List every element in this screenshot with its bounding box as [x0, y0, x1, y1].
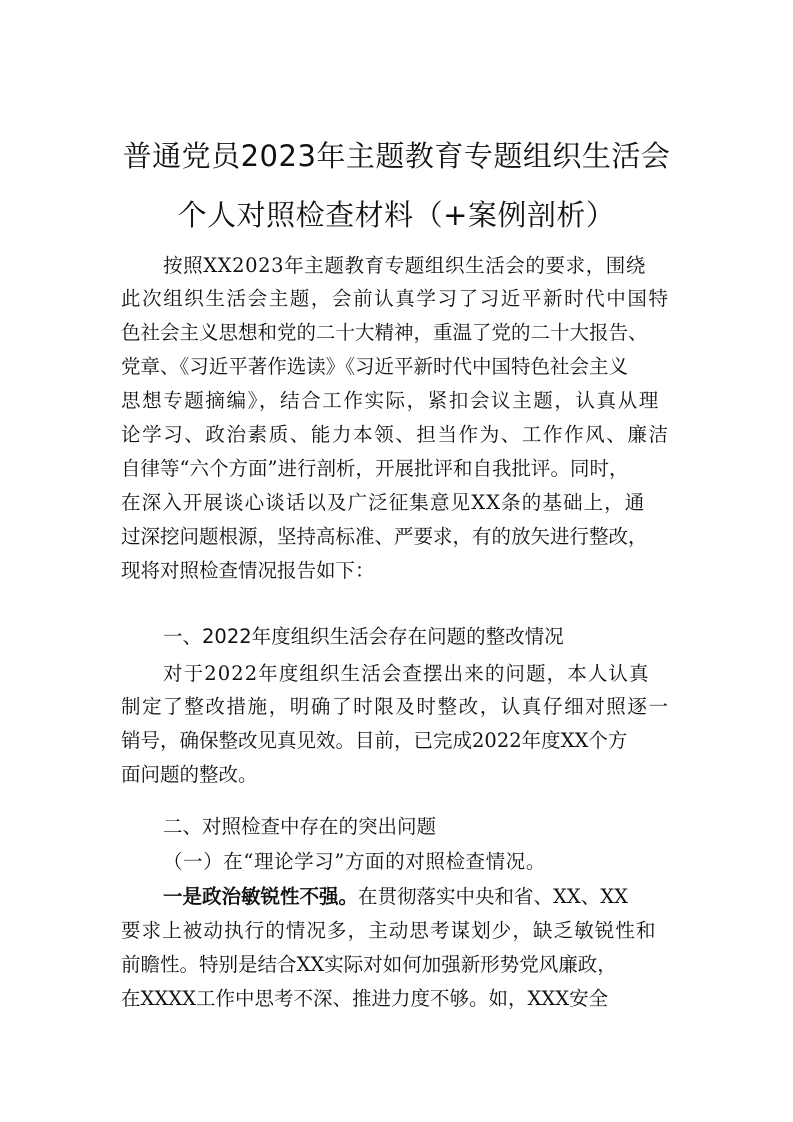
section-2-heading: 二、对照检查中存在的突出问题 — [163, 815, 437, 838]
point-1-paragraph-line: 前瞻性。特别是结合XX实际对如何加强新形势党风廉政， — [121, 953, 617, 976]
intro-paragraph-line: 思想专题摘编》，结合工作实际，紧扣会议主题，认真从理 — [121, 389, 660, 412]
intro-paragraph-line: 此次组织生活会主题，会前认真学习了习近平新时代中国特 — [121, 287, 670, 310]
intro-paragraph-line: 按照XX2023年主题教育专题组织生活会的要求，围绕 — [163, 254, 646, 277]
point-1-first-line — [163, 882, 793, 912]
section-1-paragraph-line: 销号，确保整改见真见效。目前，已完成2022年度XX个方 — [121, 729, 628, 752]
intro-paragraph-line: 在深入开展谈心谈话以及广泛征集意见XX条的基础上，通 — [121, 491, 646, 514]
point-1-paragraph-line: 在XXXX工作中思考不深、推进力度不够。如，XXX安全 — [121, 987, 609, 1010]
intro-paragraph-line: 论学习、政治素质、能力本领、担当作为、工作作风、廉洁 — [121, 423, 670, 446]
point-1-paragraph-line: 要求上被动执行的情况多，主动思考谋划少，缺乏敏锐性和 — [121, 919, 657, 942]
intro-paragraph-line: 现将对照检查情况报告如下： — [121, 559, 375, 582]
subsection-1-heading: （一）在“理论学习”方面的对照检查情况。 — [163, 850, 546, 873]
document-title-line-2: 个人对照检查材料（+案例剖析） — [177, 198, 616, 232]
intro-paragraph-line: 色社会主义思想和党的二十大精神，重温了党的二十大报告、 — [121, 321, 648, 344]
intro-paragraph-line: 自律等“六个方面”进行剖析，开展批评和自我批评。同时， — [121, 457, 629, 480]
section-1-paragraph-line: 面问题的整改。 — [121, 763, 258, 786]
intro-paragraph-line: 过深挖问题根源，坚持高标准、严要求，有的放矢进行整改， — [121, 525, 648, 548]
point-1-lead: 一是政治敏锐性不强。 — [163, 885, 359, 908]
document-title-line-1: 普通党员2023年主题教育专题组织生活会 — [122, 139, 671, 173]
point-1-first-line-text: 在贯彻落实中央和省、XX、XX — [358, 885, 629, 908]
section-1-paragraph-line: 制定了整改措施，明确了时限及时整改，认真仔细对照逐一 — [121, 695, 670, 718]
intro-paragraph-line: 党章、《习近平著作选读》《习近平新时代中国特色社会主义 — [121, 355, 629, 378]
section-1-paragraph-line: 对于2022年度组织生活会查摆出来的问题，本人认真 — [163, 662, 650, 685]
section-1-heading: 一、2022年度组织生活会存在问题的整改情况 — [163, 625, 564, 648]
